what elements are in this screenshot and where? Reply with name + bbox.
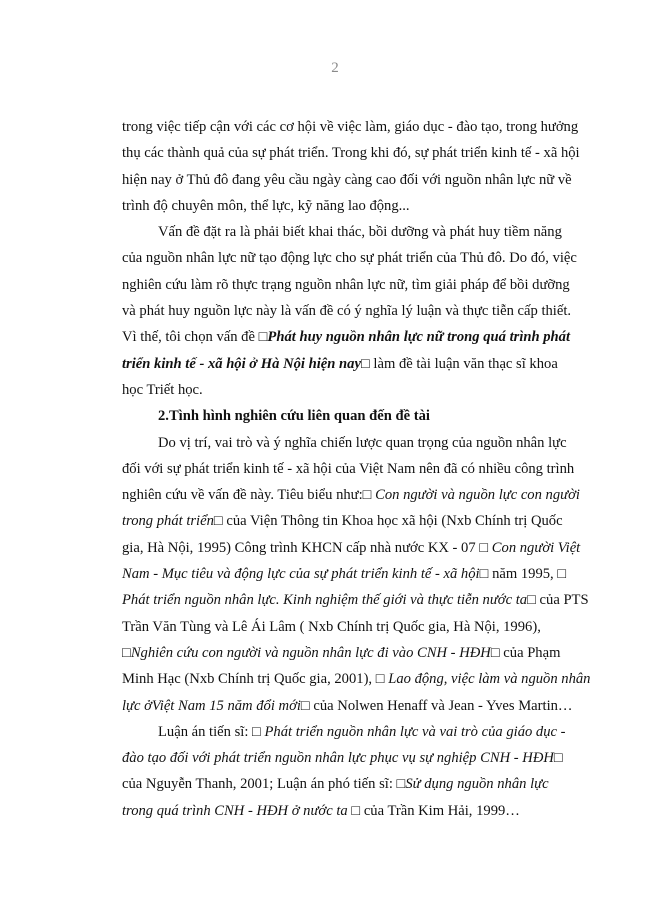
work-title: Sử dụng nguồn nhân lực — [405, 776, 549, 793]
work-title: Nghiên cứu con người và nguồn nhân lực đi vào CNH - HĐH — [130, 644, 491, 661]
work-title: đào tạo đối với phát triển nguồn nhân lực phục vụ sự nghiệp CNH - HĐH — [122, 750, 554, 767]
text-line: trong phát triển □ của Viện Thông tin Khoa học xã hội (Nxb Chính trị Quốc — [122, 508, 563, 534]
text-line: Luận án tiến sĩ: □ Phát triển nguồn nhân lực và vai trò của giáo dục - — [122, 719, 563, 745]
text-line: Minh Hạc (Nxb Chính trị Quốc gia, 2001), □ Lao động, việc làm và nguồn nhân — [122, 666, 563, 692]
quote-mark: □ — [375, 671, 385, 688]
text-line: gia, Hà Nội, 1995) Công trình KHCN cấp nhà nước KX - 07 □ Con người Việt — [122, 535, 563, 561]
quote-mark: □ — [490, 644, 500, 661]
text-line: đối với sự phát triển kinh tế - xã hội của Việt Nam nên đã có nhiều công trình — [122, 460, 575, 477]
quote-mark: □ — [252, 723, 261, 740]
text-line: của nguồn nhân lực nữ tạo động lực cho sự phát triển của Thủ đô. Do đó, việc — [122, 250, 577, 267]
text-line: của Nguyễn Thanh, 2001; Luận án phó tiến sĩ: □ Sử dụng nguồn nhân lực — [122, 771, 563, 797]
quote-mark: □ — [479, 539, 489, 556]
quote-mark: □ — [362, 487, 372, 504]
paragraph-dissertations — [122, 719, 566, 824]
text-line: lực ởViệt Nam 15 năm đổi mới □ của Nolwen Henaff và Jean - Yves Martin… — [122, 693, 563, 719]
text-line: triển kinh tế - xã hội ở Hà Nội hiện nay □ làm đề tài luận văn thạc sĩ khoa — [122, 351, 563, 377]
text-line: trong quá trình CNH - HĐH ở nước ta □ của Trần Kim Hải, 1999… — [122, 798, 563, 824]
work-title: lực ởViệt Nam 15 năm đổi mới — [122, 697, 301, 714]
work-title: Lao động, việc làm và nguồn nhân — [384, 671, 591, 688]
text-line: Do vị trí, vai trò và ý nghĩa chiến lược quan trọng của nguồn nhân lực — [158, 434, 567, 451]
quote-mark: □ — [122, 644, 131, 661]
quote-mark: □ — [557, 566, 567, 583]
quote-mark: □ — [553, 750, 563, 767]
text-line: trình độ chuyên môn, thể lực, kỹ năng lao động... — [122, 197, 410, 214]
quote-mark: □ — [351, 802, 361, 819]
quote-mark: □ — [479, 566, 489, 583]
text-line: Vì thế, tôi chọn vấn đề □ Phát huy nguồn nhân lực nữ trong quá trình phát — [122, 324, 563, 350]
text-line: Nam - Mục tiêu và động lực của sự phát triển kinh tế - xã hội □ năm 1995, □ — [122, 561, 563, 587]
work-title: trong phát triển — [122, 513, 214, 530]
text-line: học Triết học. — [122, 381, 203, 398]
quote-mark: □ — [213, 513, 223, 530]
text-line: nghiên cứu làm rõ thực trạng nguồn nhân lực nữ, tìm giải pháp để bồi dưỡng — [122, 276, 570, 293]
work-title: Phát triển nguồn nhân lực và vai trò của giáo dục - — [260, 723, 566, 740]
text-line: và phát huy nguồn lực này là vấn đề có ý nghĩa lý luận và thực tiễn cấp thiết. — [122, 303, 572, 320]
text-line — [122, 745, 563, 771]
text-line: □ Nghiên cứu con người và nguồn nhân lực đi vào CNH - HĐH □ của Phạm — [122, 640, 563, 666]
section-heading: 2.Tình hình nghiên cứu liên quan đến đề tài — [158, 408, 430, 425]
text-line: hiện nay ở Thủ đô đang yêu cầu ngày càng cao đối với nguồn nhân lực nữ về — [122, 171, 572, 188]
document-body — [122, 114, 591, 824]
text-line: trong việc tiếp cận với các cơ hội về việc làm, giáo dục - đào tạo, trong hưởng — [122, 119, 579, 135]
text-line: Phát triển nguồn nhân lực. Kinh nghiệm thế giới và thực tiễn nước ta □ của PTS — [122, 587, 563, 613]
work-title: trong quá trình CNH - HĐH ở nước ta — [122, 802, 352, 819]
work-title: Con người và nguồn lực con người — [371, 487, 580, 504]
quote-mark: □ — [360, 355, 370, 372]
text-line: Vấn đề đặt ra là phải biết khai thác, bồi dưỡng và phát huy tiềm năng — [158, 224, 562, 241]
paragraph-problem-statement — [122, 219, 577, 403]
thesis-title: Phát huy nguồn nhân lực nữ trong quá trình phát — [267, 329, 571, 346]
paragraph-research-overview — [122, 430, 591, 719]
work-title: Con người Việt — [488, 539, 581, 556]
quote-mark: □ — [527, 592, 536, 609]
quote-mark: □ — [300, 697, 310, 714]
thesis-title: triển kinh tế - xã hội ở Hà Nội hiện nay — [122, 355, 361, 372]
quote-mark: □ — [396, 776, 406, 793]
paragraph-continuation — [122, 114, 580, 219]
work-title: Nam - Mục tiêu và động lực của sự phát triển kinh tế - xã hội — [122, 566, 480, 583]
work-title: Phát triển nguồn nhân lực. Kinh nghiệm thế giới và thực tiễn nước ta — [122, 592, 528, 609]
quote-mark: □ — [258, 329, 268, 346]
text-line: Trần Văn Tùng và Lê Ái Lâm ( Nxb Chính trị Quốc gia, Hà Nội, 1996), — [122, 618, 541, 635]
page-number: 2 — [331, 60, 339, 76]
text-line: thụ các thành quả của sự phát triển. Trong khi đó, sự phát triển kinh tế - xã hội — [122, 145, 580, 162]
text-line: nghiên cứu về vấn đề này. Tiêu biểu như: □ Con người và nguồn lực con người — [122, 482, 563, 508]
